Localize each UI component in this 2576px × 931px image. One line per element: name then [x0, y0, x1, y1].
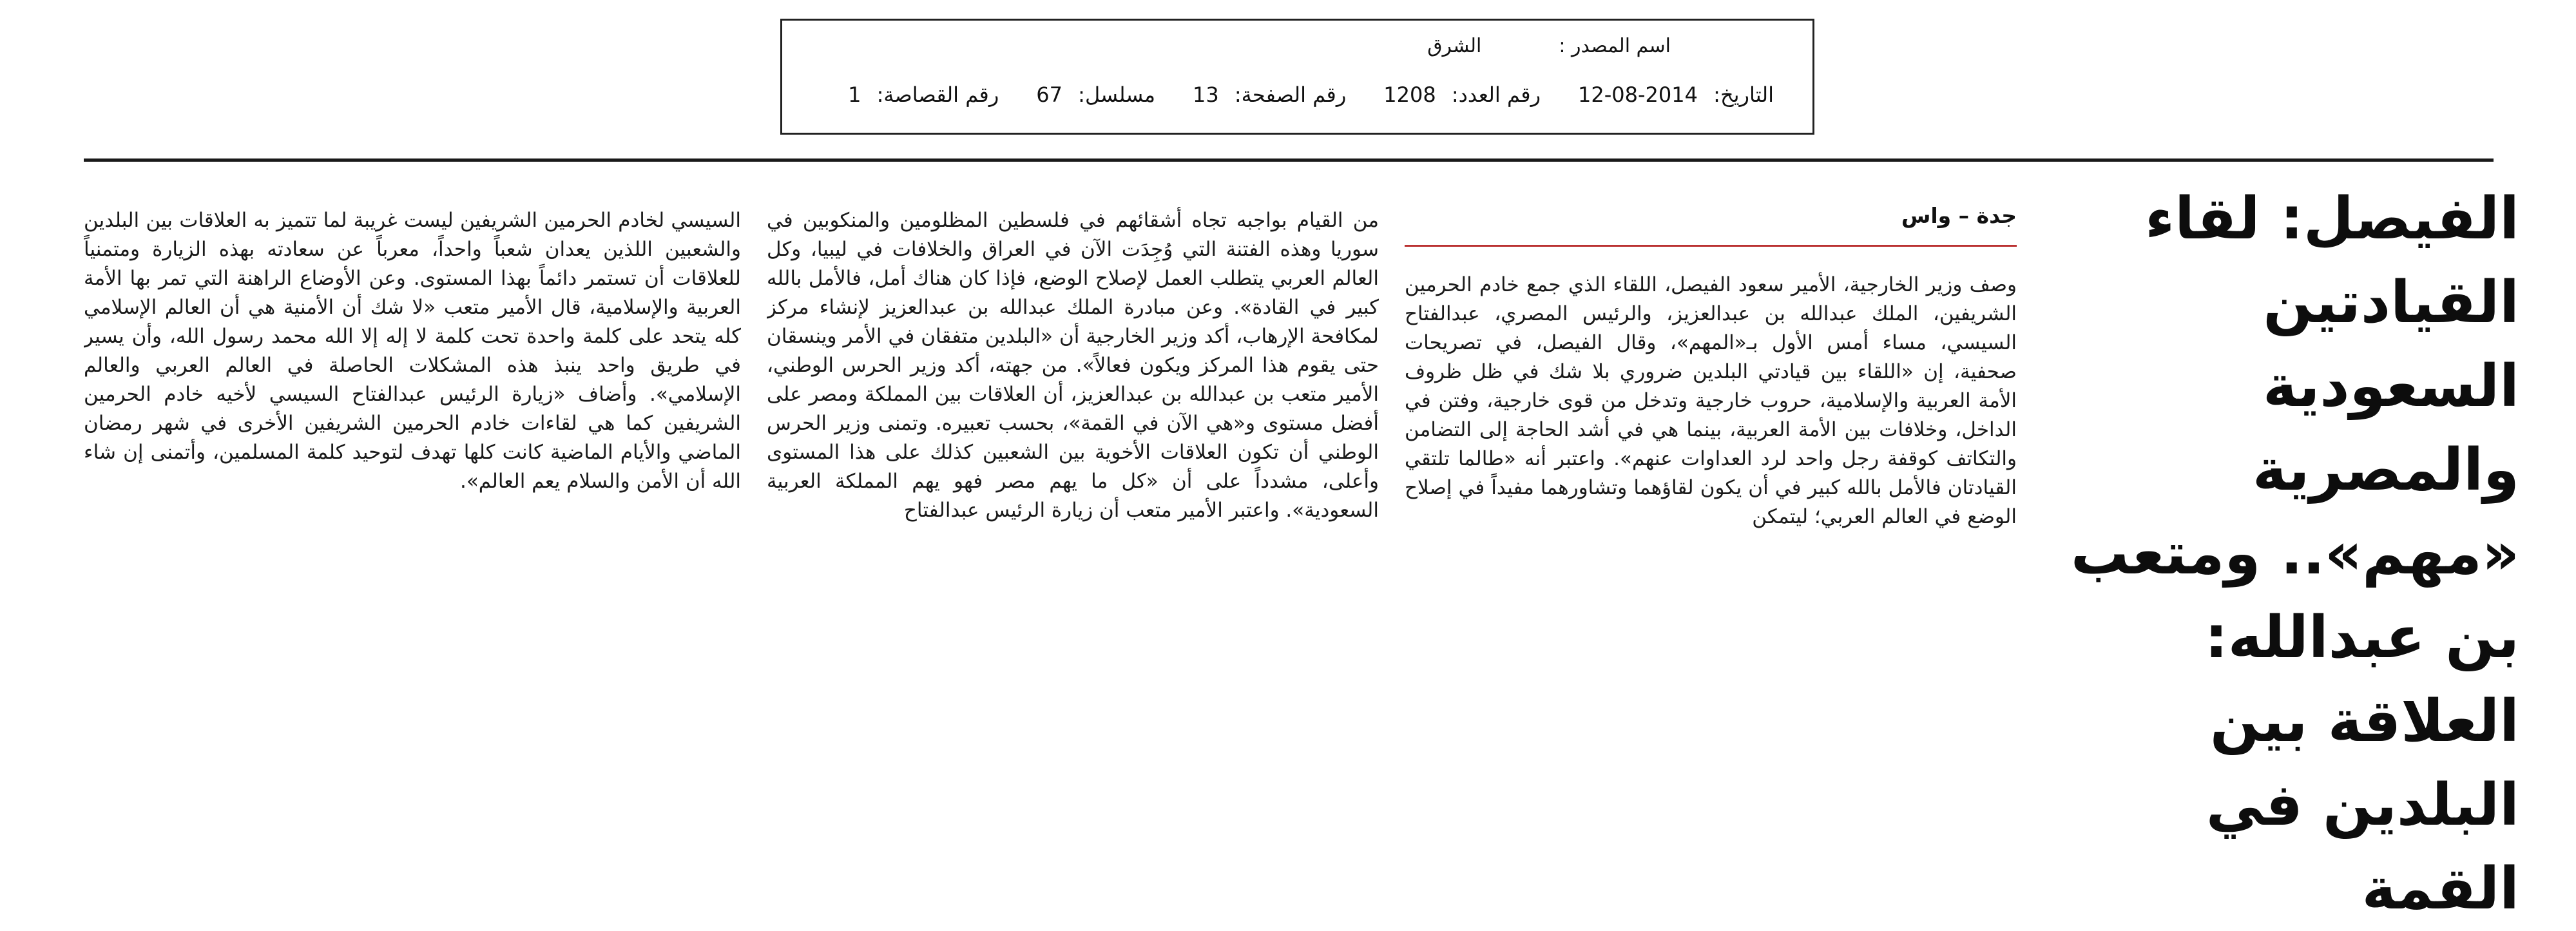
page-label: رقم الصفحة: — [1234, 82, 1347, 107]
page-field — [1193, 82, 1346, 107]
clip-value: 1 — [848, 82, 861, 107]
issue-info-line — [848, 82, 1774, 107]
horizontal-divider — [84, 158, 2494, 162]
article-column-1: وصف وزير الخارجية، الأمير سعود الفيصل، اللقاء الذي جمع خادم الحرمين الشريفين، الملك عبدالله بن عبدالعزيز، والرئيس المصري، عبدالفتاح السيسي، مساء أمس الأول بـ«المهم»، وقال الفيصل، في تصريحات صحفية، إن «اللقاء بين قيادتي البلدين ضروري بلا شك في ظل ظروف الأمة العربية والإسلامية، حروب خارجية وتدخل من قوى خارجية، وفتن في الداخل، وخلافات بين الأمة العربية، بينما هي في أشد الحاجة إلى التضامن والتكاتف كوقفة رجل واحد لرد العداوات عنهم». واعتبر أنه «طالما تلتقي القيادتان فالأمل بالله كبير في أن يكون لقاؤهما وتشاورهما مفيداً في إصلاح الوضع في العالم العربي؛ ليتمكن — [1405, 273, 2017, 528]
source-info-box — [780, 19, 1814, 135]
issue-label: رقم العدد: — [1451, 82, 1541, 107]
article-byline: جدة – واس — [1405, 203, 2017, 247]
serial-value: 67 — [1036, 82, 1062, 107]
serial-label: مسلسل: — [1078, 82, 1155, 107]
issue-value: 1208 — [1383, 82, 1436, 107]
clip-label: رقم القصاصة: — [876, 82, 999, 107]
serial-field — [1036, 82, 1155, 107]
clip-field — [848, 82, 999, 107]
source-value: الشرق — [1427, 35, 1482, 57]
date-label: التاريخ: — [1713, 82, 1774, 107]
source-line — [1427, 35, 1671, 57]
issue-field — [1383, 82, 1541, 107]
page-value: 13 — [1193, 82, 1219, 107]
article-column-2: من القيام بواجبه تجاه أشقائهم في فلسطين المظلومين والمنكوبين في سوريا وهذه الفتنة التي وُجِدَت الآن في العراق والخلافات في ليبيا، وكل العالم العربي يتطلب العمل لإصلاح الوضع، فإذا كان هناك أمل، فالأمل بالله كبير في القادة». وعن مبادرة الملك عبدالله بن عبدالعزيز لإنشاء مركز لمكافحة الإرهاب، أكد وزير الخارجية أن «البلدين متفقان في الأمر وينسقان حتى يقوم هذا المركز ويكون فعالاً». من جهته، أكد وزير الحرس الوطني، الأمير متعب بن عبدالله بن عبدالعزيز، أن العلاقات بين المملكة ومصر على أفضل مستوى و«هي الآن في القمة»، بحسب تعبيره. وتمنى وزير الحرس الوطني أن تكون العلاقات الأخوية بين الشعبين كذلك على هذا المستوى وأعلى، مشدداً على أن «كل ما يهم مصر فهو يهم المملكة العربية السعودية». واعتبر الأمير متعب أن زيارة الرئيس عبدالفتاح — [767, 209, 1379, 522]
source-label: اسم المصدر : — [1559, 35, 1671, 57]
date-value: 2014-08-12 — [1578, 82, 1698, 107]
article-headline: الفيصل: لقاء القيادتين السعودية والمصرية «مهم».. ومتعب بن عبدالله: العلاقة بين البلدين في القمة — [2070, 185, 2519, 923]
article-column-3: السيسي لخادم الحرمين الشريفين ليست غريبة لما تتميز به العلاقات بين البلدين والشعبين اللذين يعدان شعباً واحداً، معرباً عن سعادته بهذه الزيارة ومتمنياً للعلاقات أن تستمر دائماً بهذا المستوى. وعن الأوضاع الراهنة التي تمر بها الأمة العربية والإسلامية، قال الأمير متعب «لا شك أن الأمنية هي أن العالم الإسلامي كله يتحد على كلمة واحدة تحت كلمة لا إله إلا الله محمد رسول الله، وأن يسير في طريق واحد ينبذ هذه المشكلات الحاصلة في العالم العربي والعالم الإسلامي». وأضاف «زيارة الرئيس عبدالفتاح السيسي لأخيه خادم الحرمين الشريفين كما هي لقاءات خادم الحرمين الشريفين الأخرى في شهر رمضان الماضي والأيام الماضية كانت كلها تهدف لتوحيد كلمة المسلمين، وأتمنى إن شاء الله أن الأمن والسلام يعم العالم». — [84, 209, 741, 493]
date-field — [1578, 82, 1774, 107]
